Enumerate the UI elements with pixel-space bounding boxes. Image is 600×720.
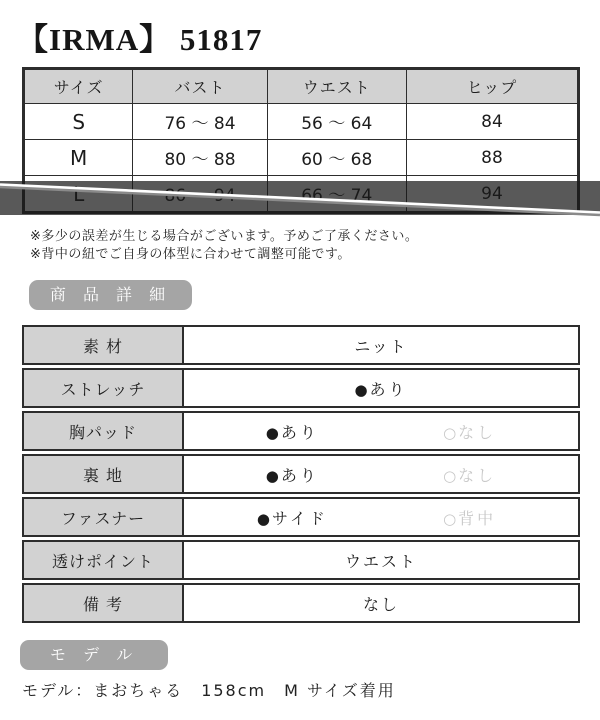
option-label: 背中	[458, 508, 497, 528]
detail-label: 裏 地	[22, 454, 184, 494]
detail-row-lining	[22, 454, 580, 494]
option-unselected	[401, 506, 539, 529]
detail-row-remarks	[22, 583, 580, 623]
unselected-radio-icon: ○	[443, 423, 457, 442]
detail-label: ファスナー	[22, 497, 184, 537]
product-details-table	[22, 322, 580, 626]
size-cell: M	[24, 140, 133, 176]
detail-row-fastener	[22, 497, 580, 537]
detail-label: 透けポイント	[22, 540, 184, 580]
size-row-s	[24, 104, 579, 140]
detail-value	[184, 454, 580, 494]
option-group	[184, 506, 578, 529]
selected-radio-icon: ●	[265, 466, 279, 485]
page-title: 【IRMA】 51817	[17, 22, 263, 57]
hip-cell: 88	[406, 140, 578, 176]
option-label: なし	[458, 465, 497, 485]
note-line: ※多少の誤差が生じる場合がございます。予めご了承ください。	[30, 229, 419, 244]
selected-radio-icon: ●	[265, 423, 279, 442]
size-table-header-row	[24, 69, 579, 104]
option-selected	[184, 506, 401, 529]
detail-label: 胸パッド	[22, 411, 184, 451]
hip-cell: 84	[406, 104, 578, 140]
detail-row-chest-pad	[22, 411, 580, 451]
option-selected	[184, 463, 401, 486]
option-unselected	[401, 420, 539, 443]
note-line: ※背中の紐でご自身の体型に合わせて調整可能です。	[30, 247, 351, 262]
section-details-badge: 商 品 詳 細	[29, 280, 192, 310]
option-group	[184, 463, 578, 486]
col-header-bust: バスト	[133, 69, 267, 104]
size-row-m	[24, 140, 579, 176]
option-label: あり	[280, 465, 319, 485]
detail-value: なし	[184, 583, 580, 623]
detail-row-stretch	[22, 368, 580, 408]
detail-value: ニット	[184, 325, 580, 365]
size-notes	[30, 228, 418, 264]
selected-radio-icon: ●	[354, 380, 368, 399]
option-label: あり	[369, 379, 408, 399]
waist-cell: 60 〜 68	[267, 140, 406, 176]
option-unselected	[401, 463, 539, 486]
detail-row-material	[22, 325, 580, 365]
option-label: サイド	[271, 508, 328, 528]
size-cell: S	[24, 104, 133, 140]
bust-cell: 80 〜 88	[133, 140, 267, 176]
option-label: なし	[458, 422, 497, 442]
detail-value	[184, 497, 580, 537]
unselected-radio-icon: ○	[443, 466, 457, 485]
detail-label: 備 考	[22, 583, 184, 623]
option-label: あり	[280, 422, 319, 442]
model-info-text: モデル：まおちゃる 158cm M サイズ着用	[22, 681, 396, 700]
unselected-radio-icon: ○	[443, 509, 457, 528]
detail-label: ストレッチ	[22, 368, 184, 408]
col-header-waist: ウエスト	[267, 69, 406, 104]
waist-cell: 56 〜 64	[267, 104, 406, 140]
option-selected	[354, 380, 407, 399]
detail-value	[184, 411, 580, 451]
bust-cell: 76 〜 84	[133, 104, 267, 140]
option-group	[184, 420, 578, 443]
detail-value	[184, 368, 580, 408]
section-model-badge: モ デ ル	[20, 640, 168, 670]
soldout-strike-line-icon	[0, 178, 600, 222]
detail-value: ウエスト	[184, 540, 580, 580]
detail-label: 素 材	[22, 325, 184, 365]
detail-row-sheer-point	[22, 540, 580, 580]
col-header-hip: ヒップ	[406, 69, 578, 104]
selected-radio-icon: ●	[256, 509, 270, 528]
option-selected	[184, 420, 401, 443]
col-header-size: サイズ	[24, 69, 133, 104]
